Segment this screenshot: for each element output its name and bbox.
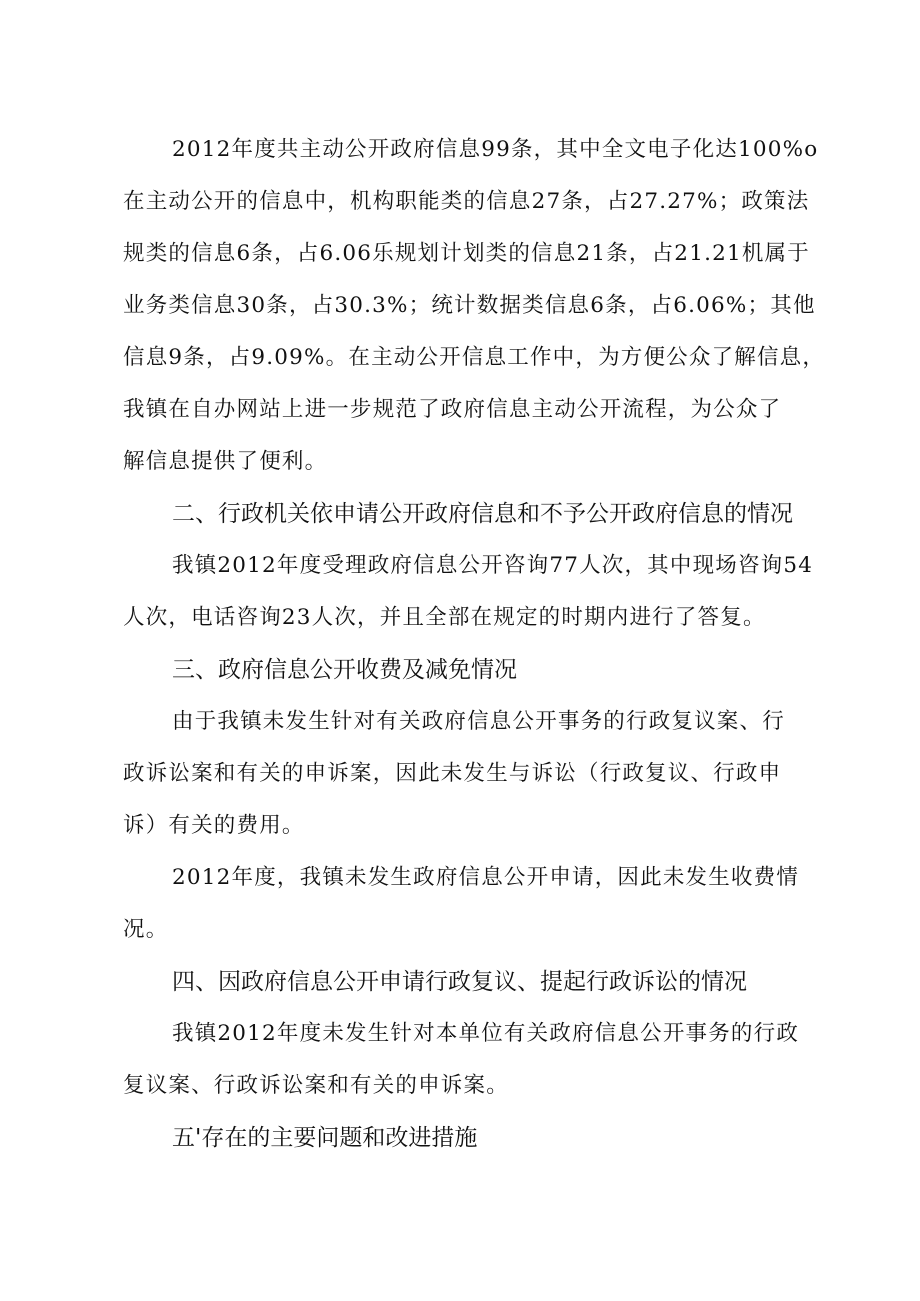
paragraph-line: 况。	[123, 917, 169, 942]
paragraph-line: 我镇2012年度受理政府信息公开咨询77人次，其中现场咨询54	[172, 553, 814, 578]
paragraph-line: 在主动公开的信息中，机构职能类的信息27条，占27.27%；政策法	[123, 189, 810, 214]
section-heading: 三、政府信息公开收费及减免情况	[172, 657, 517, 683]
section-heading: 二、行政机关依申请公开政府信息和不予公开政府信息的情况	[172, 501, 793, 527]
paragraph-line: 诉）有关的费用。	[123, 813, 305, 838]
paragraph-line: 2012年度，我镇未发生政府信息公开申请，因此未发生收费情	[172, 865, 800, 890]
paragraph-line: 我镇在自办网站上进一步规范了政府信息主动公开流程，为公众了	[123, 397, 782, 422]
paragraph-line: 我镇2012年度未发生针对本单位有关政府信息公开事务的行政	[172, 1021, 800, 1046]
paragraph-line: 2012年度共主动公开政府信息99条，其中全文电子化达100%o	[172, 137, 819, 162]
paragraph-line: 由于我镇未发生针对有关政府信息公开事务的行政复议案、行	[172, 709, 785, 734]
paragraph-line: 政诉讼案和有关的申诉案，因此未发生与诉讼（行政复议、行政申	[123, 761, 782, 786]
paragraph-line: 人次，电话咨询23人次，并且全部在规定的时期内进行了答复。	[123, 605, 766, 630]
paragraph-line: 业务类信息30条，占30.3%；统计数据类信息6条，占6.06%；其他	[123, 293, 816, 318]
paragraph-line: 规类的信息6条，占6.06乐规划计划类的信息21条，占21.21机属于	[123, 241, 810, 266]
section-heading: 四、因政府信息公开申请行政复议、提起行政诉讼的情况	[172, 969, 747, 995]
paragraph-line: 复议案、行政诉讼案和有关的申诉案。	[123, 1073, 509, 1098]
section-heading: 五'存在的主要问题和改进措施	[172, 1125, 478, 1151]
paragraph-line: 信息9条，占9.09%。在主动公开信息工作中，为方便公众了解信息，	[123, 345, 826, 370]
paragraph-line: 解信息提供了便利。	[123, 449, 328, 474]
